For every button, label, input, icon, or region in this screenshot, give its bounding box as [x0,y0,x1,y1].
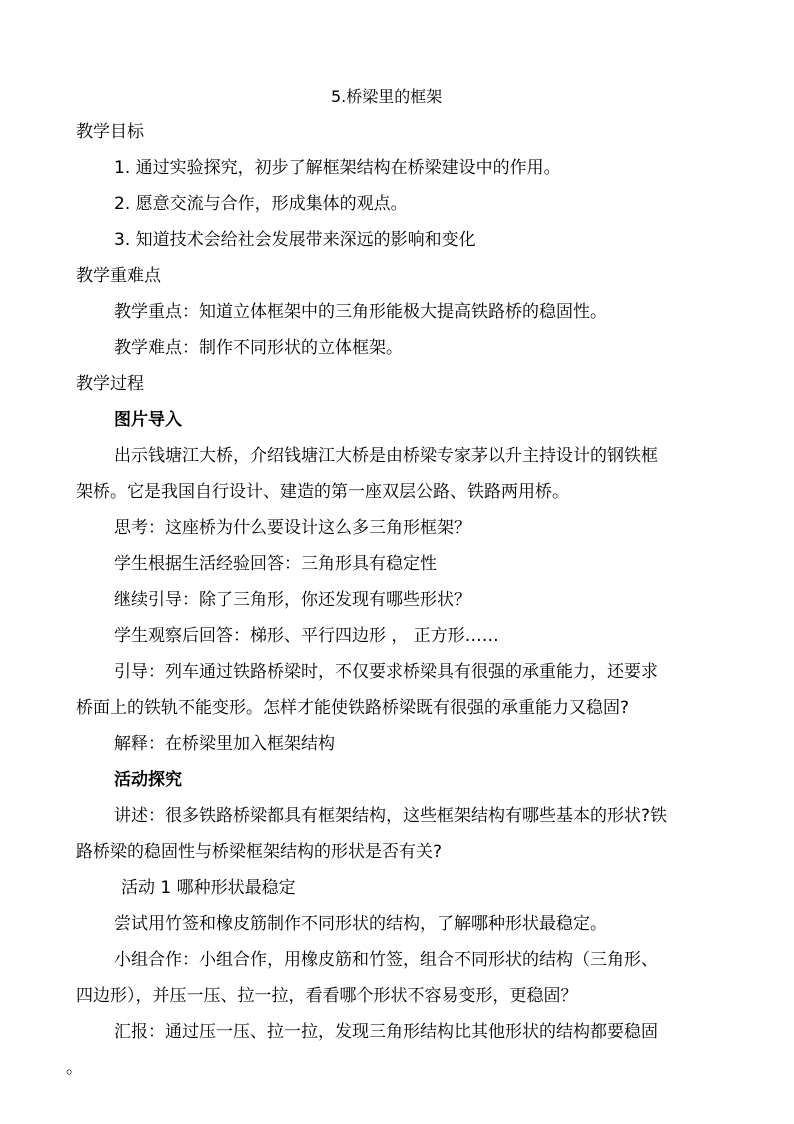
guide-question: 继续引导：除了三角形，你还发现有哪些形状？ [114,590,471,610]
paragraph-line: 讲述：很多铁路桥梁都具有框架结构，这些框架结构有哪些基本的形状?铁 [114,806,668,826]
objective-item: 3. 知道技术会给社会发展带来深远的影响和变化 [114,230,476,250]
objective-item: 1. 通过实验探究，初步了解框架结构在桥梁建设中的作用。 [114,158,561,178]
intro-heading: 图片导入 [114,410,182,430]
key-points-heading: 教学重难点 [76,266,161,286]
document-title: 5.桥梁里的框架 [331,87,443,106]
think-question: 思考：这座桥为什么要设计这么多三角形框架？ [114,518,471,538]
paragraph-line: 尝试用竹签和橡皮筋制作不同形状的结构，了解哪种形状最稳定。 [114,914,607,934]
objectives-heading: 教学目标 [76,122,144,142]
student-answer: 学生观察后回答：梯形、平行四边形 ， 正方形…… [114,626,499,646]
activity-1-title: 活动 1 哪种形状最稳定 [121,878,296,898]
paragraph-line: 。 [66,1058,83,1078]
paragraph-line: 架桥。它是我国自行设计、建造的第一座双层公路、铁路两用桥。 [76,482,569,502]
explanation: 解释：在桥梁里加入框架结构 [114,734,335,754]
objective-item: 2. 愿意交流与合作，形成集体的观点。 [114,194,408,214]
paragraph-line: 出示钱塘江大桥，介绍钱塘江大桥是由桥梁专家茅以升主持设计的钢铁框 [114,446,658,466]
paragraph-line: 四边形），并压一压、拉一拉，看看哪个形状不容易变形，更稳固？ [76,986,578,1006]
activity-heading: 活动探究 [114,770,182,790]
paragraph-line: 引导：列车通过铁路桥梁时，不仅要求桥梁具有很强的承重能力，还要求 [114,662,658,682]
teaching-difficulty: 教学难点：制作不同形状的立体框架。 [114,338,403,358]
paragraph-line: 汇报：通过压一压、拉一拉，发现三角形结构比其他形状的结构都要稳固 [114,1022,658,1042]
paragraph-line: 小组合作：小组合作，用橡皮筋和竹签，组合不同形状的结构（三角形、 [114,950,658,970]
teaching-focus: 教学重点：知道立体框架中的三角形能极大提高铁路桥的稳固性。 [114,302,607,322]
paragraph-line: 桥面上的铁轨不能变形。怎样才能使铁路桥梁既有很强的承重能力又稳固? [76,698,630,718]
paragraph-line: 路桥梁的稳固性与桥梁框架结构的形状是否有关? [76,842,443,862]
student-answer: 学生根据生活经验回答：三角形具有稳定性 [114,554,437,574]
process-heading: 教学过程 [76,374,144,394]
